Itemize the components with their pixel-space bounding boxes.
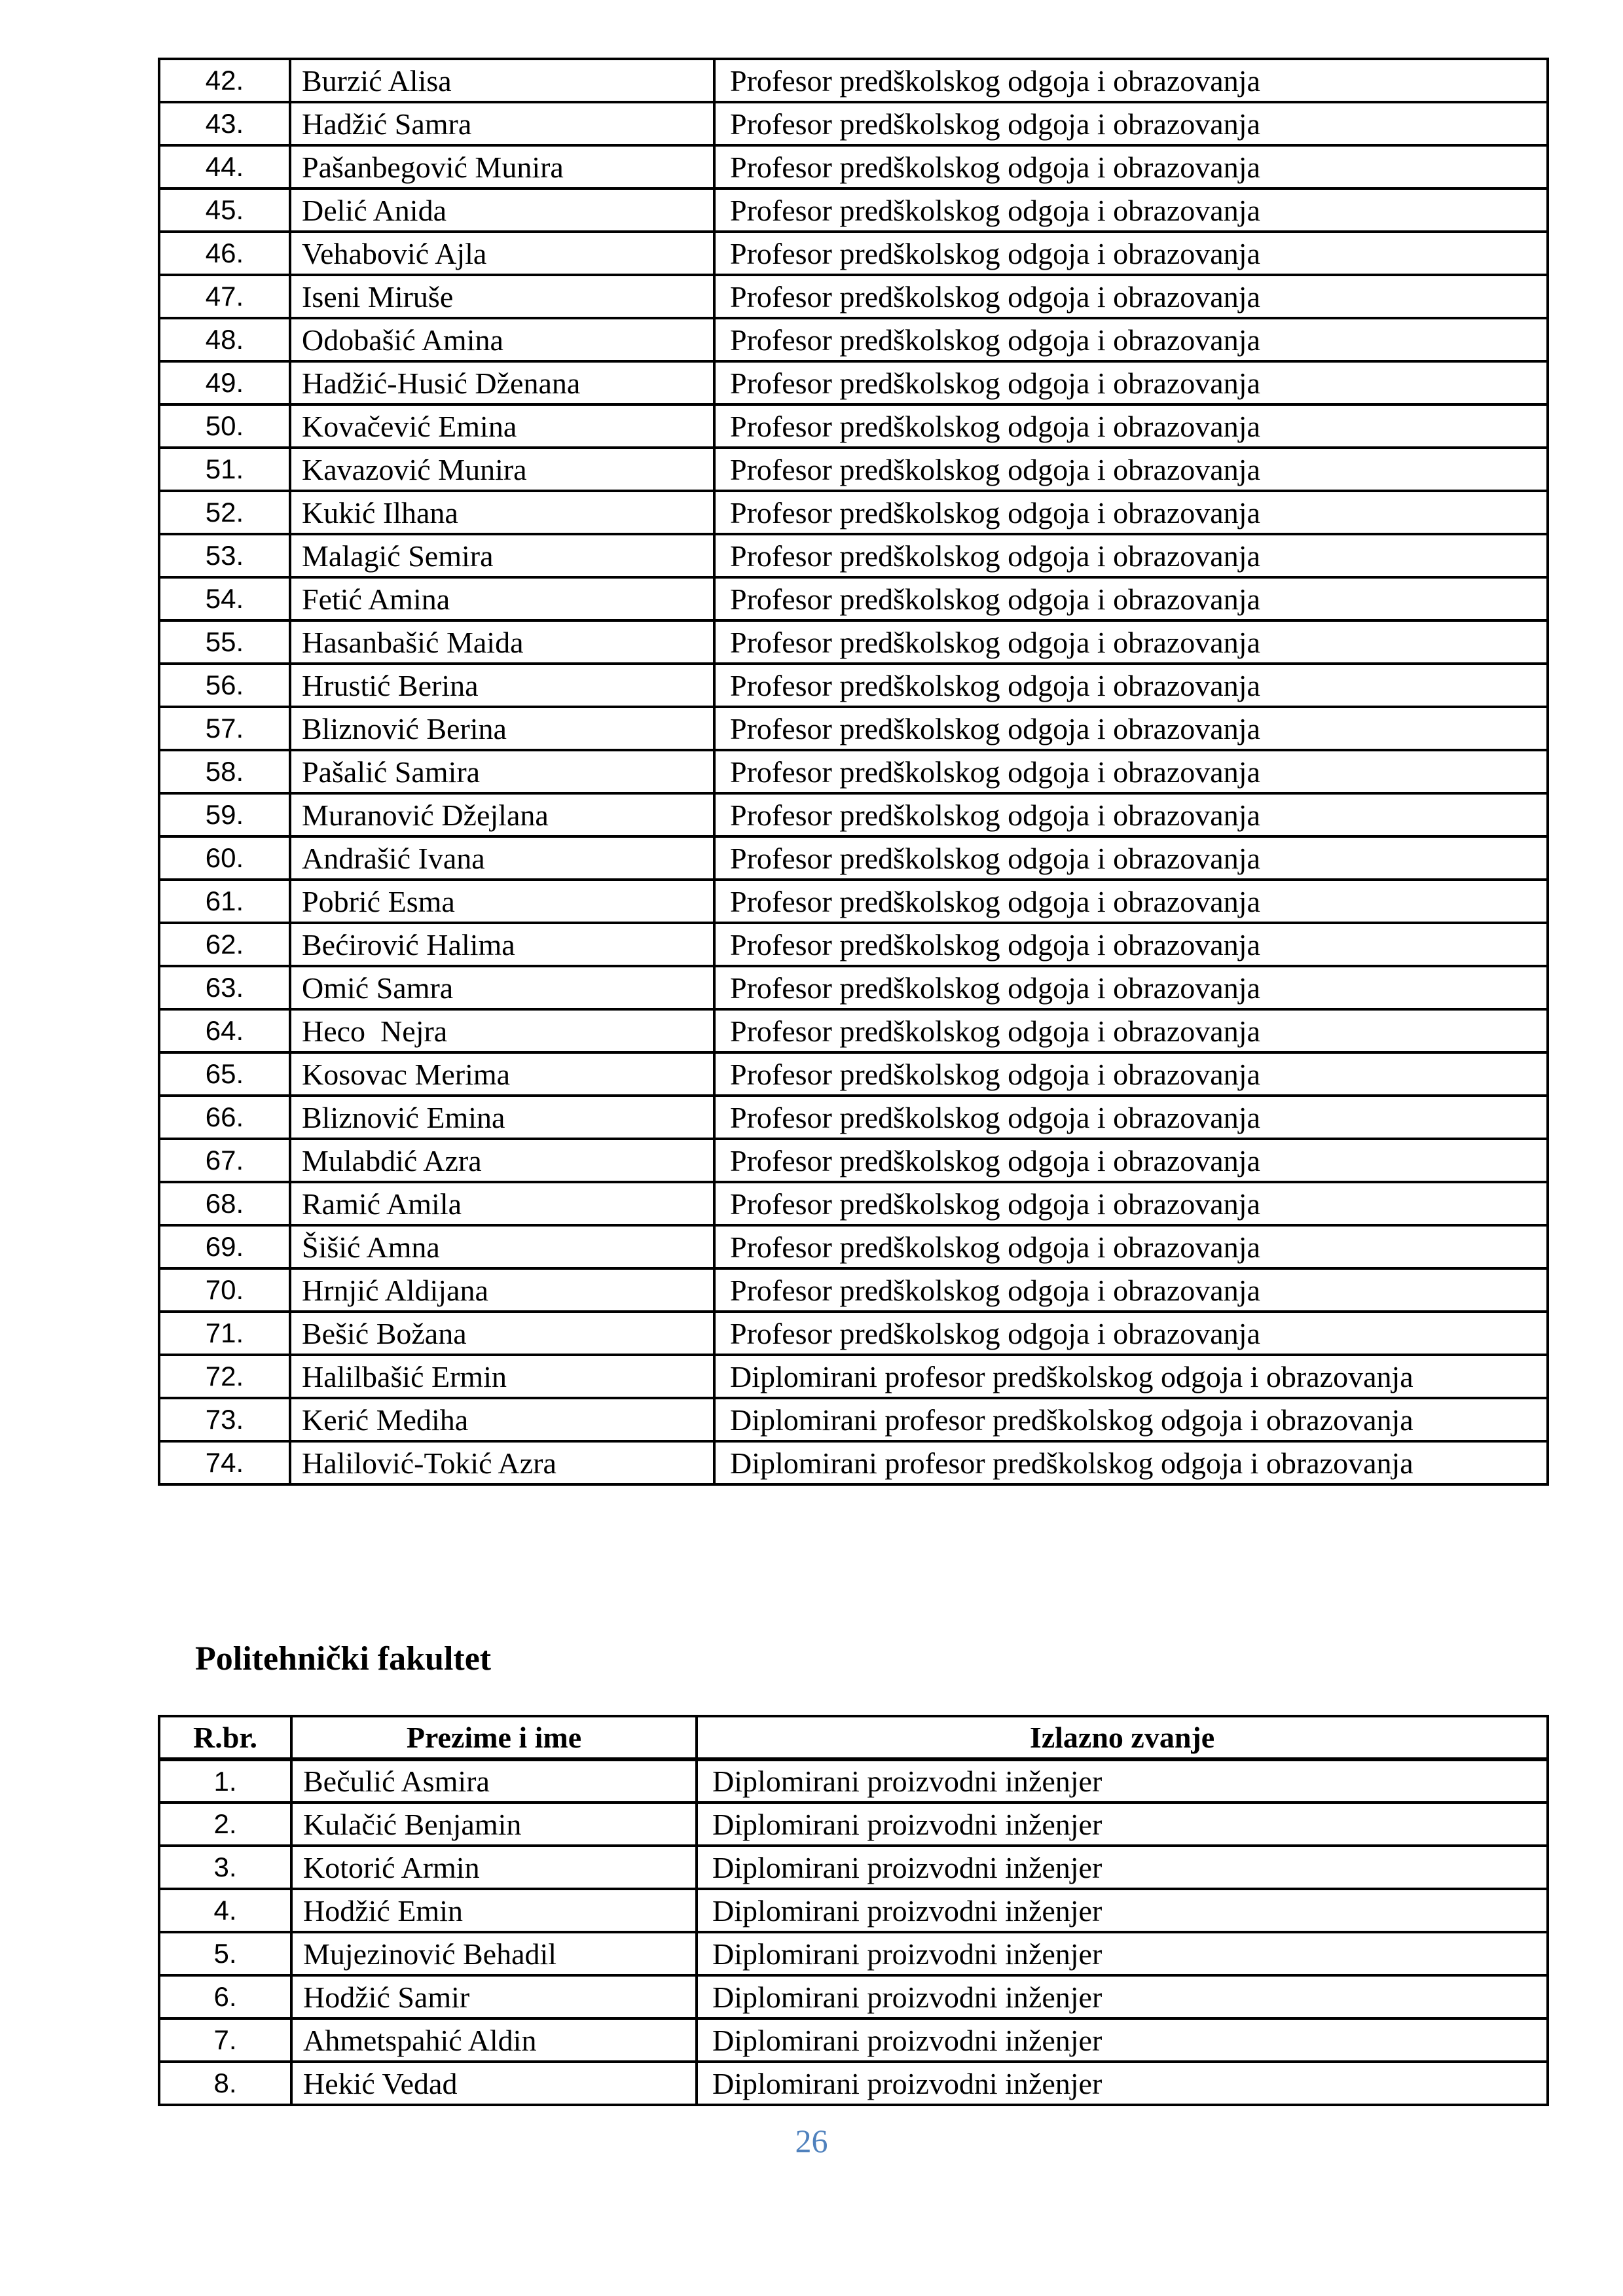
row-number-cell: 68. — [159, 1182, 290, 1225]
row-number-cell: 64. — [159, 1009, 290, 1052]
title-cell: Diplomirani profesor predškolskog odgoja i obrazovanja — [714, 1441, 1548, 1484]
name-cell: Kotorić Armin — [291, 1846, 697, 1889]
name-cell: Kulačić Benjamin — [291, 1803, 697, 1846]
row-number-cell: 55. — [159, 620, 290, 664]
row-number-cell: 3. — [159, 1846, 291, 1889]
table-row — [159, 1398, 1548, 1441]
name-cell: Andrašić Ivana — [290, 836, 714, 880]
title-cell: Profesor predškolskog odgoja i obrazovanja — [714, 145, 1548, 188]
table-row — [159, 2018, 1548, 2062]
table-row — [159, 188, 1548, 232]
section-heading-politehnicki-fakultet: Politehnički fakultet — [195, 1640, 492, 1677]
table-row — [159, 1182, 1548, 1225]
column-header-izlazno-zvanje: Izlazno zvanje — [697, 1716, 1548, 1759]
name-cell: Hodžić Emin — [291, 1889, 697, 1932]
table-row — [159, 1268, 1548, 1312]
name-cell: Kerić Mediha — [290, 1398, 714, 1441]
table-header-row — [159, 1716, 1548, 1759]
row-number-cell: 58. — [159, 750, 290, 793]
row-number-cell: 73. — [159, 1398, 290, 1441]
title-cell: Profesor predškolskog odgoja i obrazovanja — [714, 1009, 1548, 1052]
row-number-cell: 6. — [159, 1975, 291, 2018]
row-number-cell: 42. — [159, 59, 290, 102]
title-cell: Profesor predškolskog odgoja i obrazovanja — [714, 923, 1548, 966]
title-cell: Profesor predškolskog odgoja i obrazovanja — [714, 750, 1548, 793]
table-row — [159, 275, 1548, 318]
row-number-cell: 1. — [159, 1759, 291, 1803]
row-number-cell: 65. — [159, 1052, 290, 1096]
table-row — [159, 404, 1548, 448]
name-cell: Halilbašić Ermin — [290, 1355, 714, 1398]
table-row — [159, 1312, 1548, 1355]
table-row — [159, 1225, 1548, 1268]
table-row — [159, 966, 1548, 1009]
name-cell: Ahmetspahić Aldin — [291, 2018, 697, 2062]
title-cell: Profesor predškolskog odgoja i obrazovanja — [714, 966, 1548, 1009]
name-cell: Hodžić Samir — [291, 1975, 697, 2018]
table-row — [159, 318, 1548, 361]
name-cell: Bliznović Emina — [290, 1096, 714, 1139]
title-cell: Profesor predškolskog odgoja i obrazovanja — [714, 577, 1548, 620]
row-number-cell: 54. — [159, 577, 290, 620]
row-number-cell: 63. — [159, 966, 290, 1009]
title-cell: Profesor predškolskog odgoja i obrazovanja — [714, 448, 1548, 491]
row-number-cell: 8. — [159, 2062, 291, 2105]
title-cell: Profesor predškolskog odgoja i obrazovanja — [714, 664, 1548, 707]
row-number-cell: 71. — [159, 1312, 290, 1355]
table-row — [159, 1889, 1548, 1932]
table-row — [159, 102, 1548, 145]
name-cell: Kavazović Munira — [290, 448, 714, 491]
name-cell: Fetić Amina — [290, 577, 714, 620]
row-number-cell: 7. — [159, 2018, 291, 2062]
title-cell: Diplomirani proizvodni inženjer — [697, 1803, 1548, 1846]
name-cell: Hadžić Samra — [290, 102, 714, 145]
table-row — [159, 1975, 1548, 2018]
row-number-cell: 62. — [159, 923, 290, 966]
title-cell: Profesor predškolskog odgoja i obrazovanja — [714, 836, 1548, 880]
table-row — [159, 448, 1548, 491]
title-cell: Profesor predškolskog odgoja i obrazovanja — [714, 361, 1548, 404]
title-cell: Diplomirani proizvodni inženjer — [697, 2062, 1548, 2105]
row-number-cell: 43. — [159, 102, 290, 145]
table-row — [159, 793, 1548, 836]
title-cell: Diplomirani proizvodni inženjer — [697, 1846, 1548, 1889]
title-cell: Profesor predškolskog odgoja i obrazovanja — [714, 275, 1548, 318]
name-cell: Bečulić Asmira — [291, 1759, 697, 1803]
row-number-cell: 4. — [159, 1889, 291, 1932]
name-cell: Hrnjić Aldijana — [290, 1268, 714, 1312]
row-number-cell: 48. — [159, 318, 290, 361]
name-cell: Halilović-Tokić Azra — [290, 1441, 714, 1484]
name-cell: Bećirović Halima — [290, 923, 714, 966]
row-number-cell: 52. — [159, 491, 290, 534]
table-row — [159, 923, 1548, 966]
table-row — [159, 361, 1548, 404]
row-number-cell: 72. — [159, 1355, 290, 1398]
row-number-cell: 67. — [159, 1139, 290, 1182]
row-number-cell: 51. — [159, 448, 290, 491]
table-row — [159, 1759, 1548, 1803]
title-cell: Diplomirani profesor predškolskog odgoja i obrazovanja — [714, 1398, 1548, 1441]
title-cell: Profesor predškolskog odgoja i obrazovanja — [714, 1268, 1548, 1312]
row-number-cell: 61. — [159, 880, 290, 923]
table-row — [159, 836, 1548, 880]
name-cell: Hekić Vedad — [291, 2062, 697, 2105]
page-number: 26 — [795, 2123, 828, 2159]
name-cell: Delić Anida — [290, 188, 714, 232]
title-cell: Diplomirani proizvodni inženjer — [697, 1889, 1548, 1932]
row-number-cell: 70. — [159, 1268, 290, 1312]
title-cell: Profesor predškolskog odgoja i obrazovanja — [714, 318, 1548, 361]
name-cell: Heco Nejra — [290, 1009, 714, 1052]
table-row — [159, 1096, 1548, 1139]
title-cell: Profesor predškolskog odgoja i obrazovanja — [714, 1139, 1548, 1182]
row-number-cell: 66. — [159, 1096, 290, 1139]
row-number-cell: 45. — [159, 188, 290, 232]
row-number-cell: 49. — [159, 361, 290, 404]
row-number-cell: 74. — [159, 1441, 290, 1484]
table-row — [159, 145, 1548, 188]
title-cell: Profesor predškolskog odgoja i obrazovanja — [714, 1312, 1548, 1355]
title-cell: Diplomirani proizvodni inženjer — [697, 2018, 1548, 2062]
name-cell: Iseni Miruše — [290, 275, 714, 318]
title-cell: Diplomirani proizvodni inženjer — [697, 1932, 1548, 1975]
table-row — [159, 1803, 1548, 1846]
name-cell: Pašanbegović Munira — [290, 145, 714, 188]
name-cell: Muranović Džejlana — [290, 793, 714, 836]
title-cell: Profesor predškolskog odgoja i obrazovanja — [714, 880, 1548, 923]
title-cell: Profesor predškolskog odgoja i obrazovanja — [714, 534, 1548, 577]
table-row — [159, 491, 1548, 534]
table-row — [159, 1009, 1548, 1052]
title-cell: Diplomirani proizvodni inženjer — [697, 1975, 1548, 2018]
table-row — [159, 1441, 1548, 1484]
title-cell: Diplomirani proizvodni inženjer — [697, 1759, 1548, 1803]
row-number-cell: 59. — [159, 793, 290, 836]
table-row — [159, 1846, 1548, 1889]
column-header-prezime-i-ime: Prezime i ime — [291, 1716, 697, 1759]
table-row — [159, 577, 1548, 620]
table-row — [159, 707, 1548, 750]
name-cell: Mujezinović Behadil — [291, 1932, 697, 1975]
title-cell: Profesor predškolskog odgoja i obrazovanja — [714, 1052, 1548, 1096]
row-number-cell: 47. — [159, 275, 290, 318]
graduates-table-continued — [158, 58, 1549, 1486]
name-cell: Malagić Semira — [290, 534, 714, 577]
title-cell: Profesor predškolskog odgoja i obrazovanja — [714, 793, 1548, 836]
row-number-cell: 44. — [159, 145, 290, 188]
politehnicki-fakultet-table — [158, 1715, 1549, 2106]
name-cell: Odobašić Amina — [290, 318, 714, 361]
title-cell: Profesor predškolskog odgoja i obrazovanja — [714, 102, 1548, 145]
title-cell: Profesor predškolskog odgoja i obrazovanja — [714, 1096, 1548, 1139]
row-number-cell: 2. — [159, 1803, 291, 1846]
table-row — [159, 1139, 1548, 1182]
row-number-cell: 53. — [159, 534, 290, 577]
name-cell: Kosovac Merima — [290, 1052, 714, 1096]
name-cell: Hrustić Berina — [290, 664, 714, 707]
row-number-cell: 56. — [159, 664, 290, 707]
table-row — [159, 1355, 1548, 1398]
name-cell: Hasanbašić Maida — [290, 620, 714, 664]
title-cell: Profesor predškolskog odgoja i obrazovanja — [714, 232, 1548, 275]
politehnicki-table-body — [159, 1759, 1548, 2105]
name-cell: Omić Samra — [290, 966, 714, 1009]
column-header-rbr: R.br. — [159, 1716, 291, 1759]
title-cell: Profesor predškolskog odgoja i obrazovanja — [714, 707, 1548, 750]
row-number-cell: 50. — [159, 404, 290, 448]
title-cell: Profesor predškolskog odgoja i obrazovanja — [714, 404, 1548, 448]
table-row — [159, 750, 1548, 793]
row-number-cell: 5. — [159, 1932, 291, 1975]
name-cell: Pobrić Esma — [290, 880, 714, 923]
title-cell: Profesor predškolskog odgoja i obrazovanja — [714, 1225, 1548, 1268]
name-cell: Bliznović Berina — [290, 707, 714, 750]
table-row — [159, 880, 1548, 923]
row-number-cell: 57. — [159, 707, 290, 750]
row-number-cell: 60. — [159, 836, 290, 880]
name-cell: Bešić Božana — [290, 1312, 714, 1355]
title-cell: Profesor predškolskog odgoja i obrazovanja — [714, 59, 1548, 102]
title-cell: Diplomirani profesor predškolskog odgoja i obrazovanja — [714, 1355, 1548, 1398]
name-cell: Ramić Amila — [290, 1182, 714, 1225]
table-row — [159, 2062, 1548, 2105]
name-cell: Šišić Amna — [290, 1225, 714, 1268]
name-cell: Pašalić Samira — [290, 750, 714, 793]
table-row — [159, 664, 1548, 707]
name-cell: Kukić Ilhana — [290, 491, 714, 534]
title-cell: Profesor predškolskog odgoja i obrazovanja — [714, 491, 1548, 534]
name-cell: Kovačević Emina — [290, 404, 714, 448]
name-cell: Vehabović Ajla — [290, 232, 714, 275]
row-number-cell: 69. — [159, 1225, 290, 1268]
name-cell: Mulabdić Azra — [290, 1139, 714, 1182]
table-row — [159, 59, 1548, 102]
table-row — [159, 620, 1548, 664]
table-row — [159, 1052, 1548, 1096]
title-cell: Profesor predškolskog odgoja i obrazovanja — [714, 620, 1548, 664]
table-row — [159, 534, 1548, 577]
graduates-table-body — [159, 59, 1548, 1484]
table-row — [159, 1932, 1548, 1975]
title-cell: Profesor predškolskog odgoja i obrazovanja — [714, 1182, 1548, 1225]
row-number-cell: 46. — [159, 232, 290, 275]
title-cell: Profesor predškolskog odgoja i obrazovanja — [714, 188, 1548, 232]
name-cell: Burzić Alisa — [290, 59, 714, 102]
table-row — [159, 232, 1548, 275]
name-cell: Hadžić-Husić Dženana — [290, 361, 714, 404]
